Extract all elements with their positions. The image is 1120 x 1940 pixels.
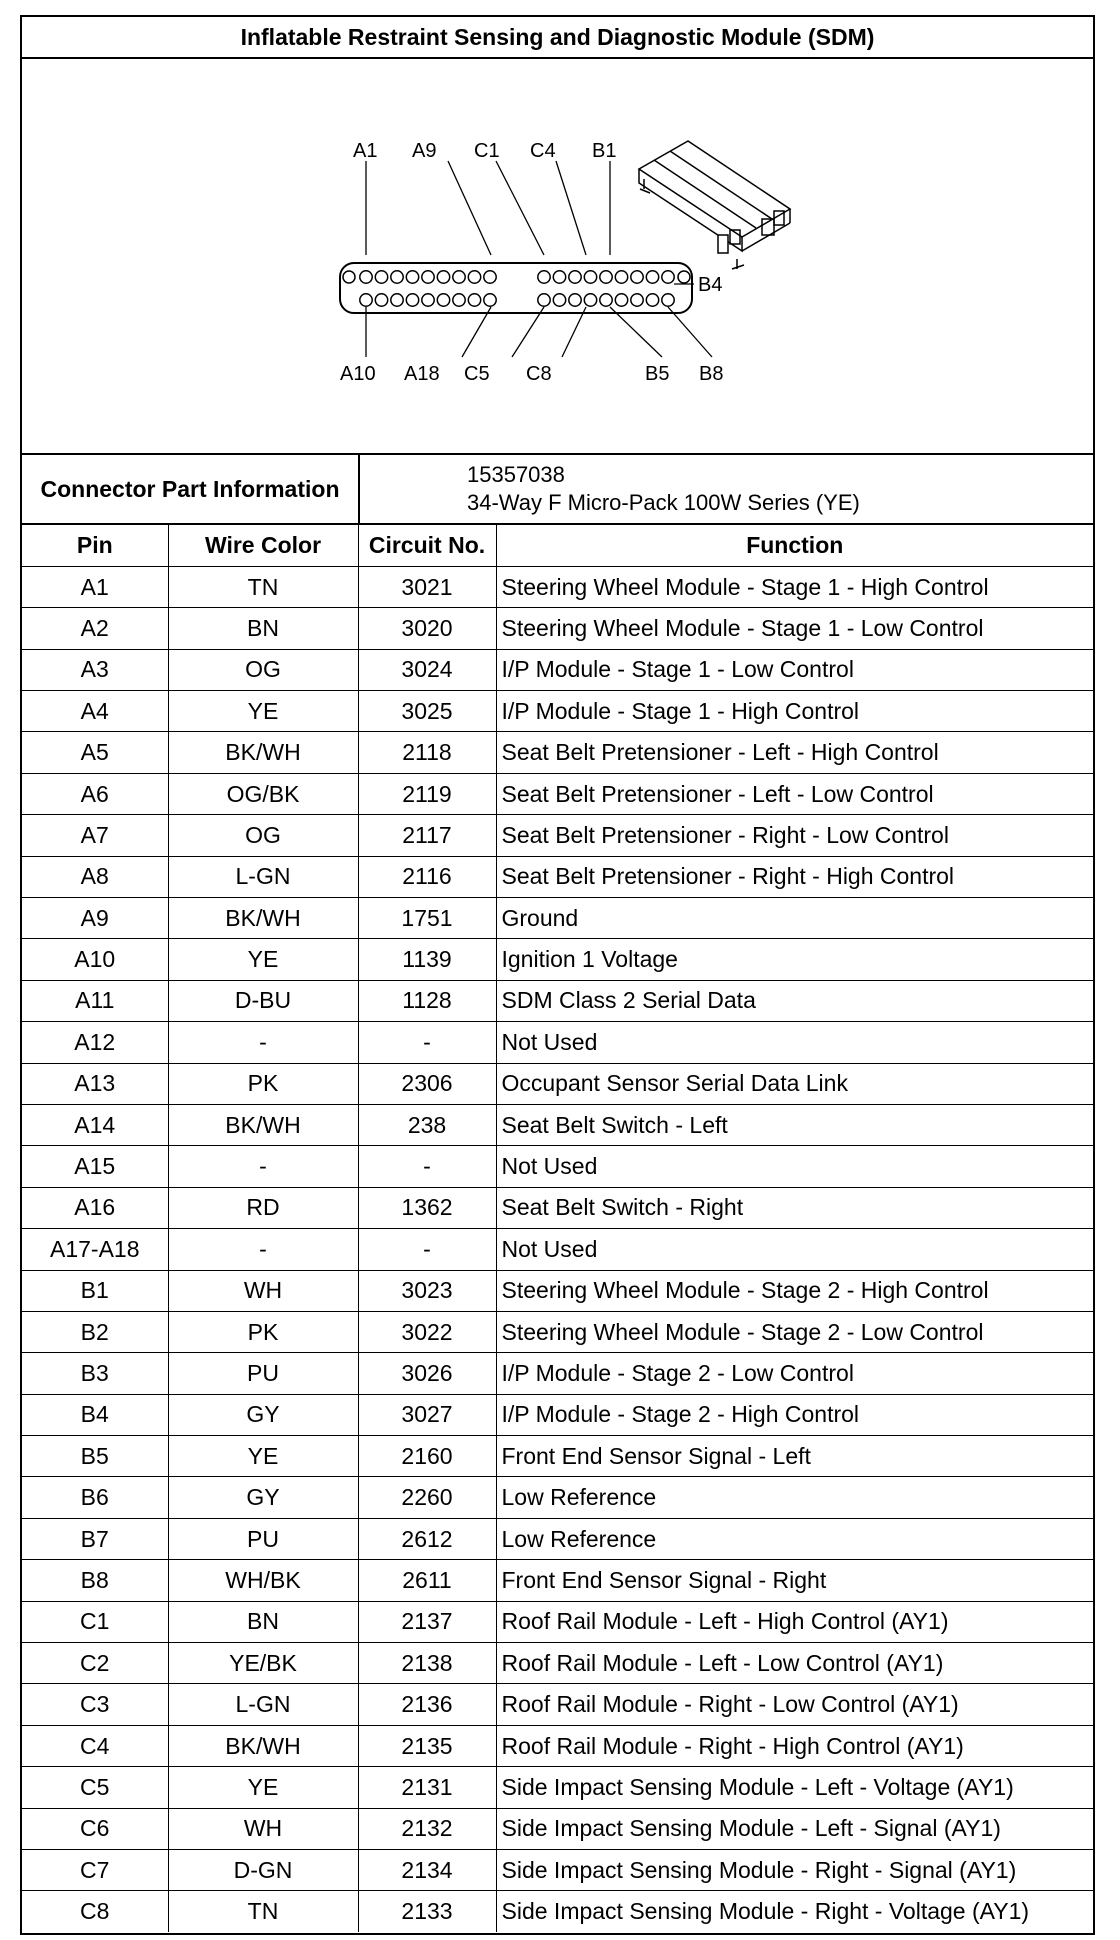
wire-color-cell: RD [168, 1187, 358, 1228]
pin-cell: A3 [22, 649, 168, 690]
wire-color-cell: - [168, 1146, 358, 1187]
pin-label: C1 [474, 140, 500, 162]
function-cell: Side Impact Sensing Module - Left - Signal (AY1) [496, 1808, 1093, 1849]
function-cell: Roof Rail Module - Left - Low Control (AY1) [496, 1643, 1093, 1684]
pin-cavity [484, 294, 496, 306]
function-cell: Occupant Sensor Serial Data Link [496, 1063, 1093, 1104]
table-row [22, 1643, 1093, 1684]
pin-cavity [569, 271, 581, 283]
pin-label: B4 [698, 274, 723, 296]
connector-part-label: Connector Part Information [22, 455, 360, 523]
pin-cavity [584, 271, 596, 283]
pin-cavity [360, 294, 372, 306]
pin-cell: C3 [22, 1684, 168, 1725]
function-cell: Seat Belt Pretensioner - Right - Low Control [496, 815, 1093, 856]
pin-cavity [538, 271, 550, 283]
function-cell: Seat Belt Pretensioner - Left - High Control [496, 732, 1093, 773]
pin-cavity [360, 271, 372, 283]
pin-cavity [646, 271, 658, 283]
pin-cell: C4 [22, 1725, 168, 1766]
circuit-cell: 2612 [358, 1518, 496, 1559]
pin-label: C8 [526, 363, 552, 385]
pin-cell: A10 [22, 939, 168, 980]
circuit-cell: 2117 [358, 815, 496, 856]
wire-color-cell: BK/WH [168, 898, 358, 939]
circuit-cell: 3022 [358, 1311, 496, 1352]
pinout-table [22, 525, 1093, 1932]
pin-cavity [631, 271, 643, 283]
table-row [22, 898, 1093, 939]
function-cell: Seat Belt Pretensioner - Right - High Control [496, 856, 1093, 897]
function-cell: Low Reference [496, 1518, 1093, 1559]
table-row [22, 732, 1093, 773]
function-cell: Low Reference [496, 1477, 1093, 1518]
wire-color-cell: TN [168, 1891, 358, 1932]
pin-cavity [406, 294, 418, 306]
function-cell: Side Impact Sensing Module - Right - Signal (AY1) [496, 1850, 1093, 1891]
circuit-cell: 2135 [358, 1725, 496, 1766]
circuit-cell: 2118 [358, 732, 496, 773]
wire-color-cell: L-GN [168, 1684, 358, 1725]
wire-color-cell: YE [168, 1436, 358, 1477]
table-row [22, 856, 1093, 897]
connector-face-drawing [22, 59, 1093, 453]
function-cell: Steering Wheel Module - Stage 2 - High Control [496, 1270, 1093, 1311]
circuit-cell: 1751 [358, 898, 496, 939]
pin-cavity [437, 271, 449, 283]
pin-label: B5 [645, 363, 670, 385]
function-cell: Seat Belt Switch - Left [496, 1104, 1093, 1145]
pin-cell: A4 [22, 691, 168, 732]
pin-cavity [422, 294, 434, 306]
pin-cell: A17-A18 [22, 1229, 168, 1270]
connector-part-info [360, 455, 1093, 523]
wire-color-cell: - [168, 1229, 358, 1270]
function-cell: Side Impact Sensing Module - Left - Voltage (AY1) [496, 1767, 1093, 1808]
table-row [22, 1187, 1093, 1228]
wire-color-cell: OG [168, 649, 358, 690]
table-row [22, 1353, 1093, 1394]
table-row [22, 1725, 1093, 1766]
circuit-cell: - [358, 1146, 496, 1187]
function-cell: Side Impact Sensing Module - Right - Voltage (AY1) [496, 1891, 1093, 1932]
circuit-cell: 2306 [358, 1063, 496, 1104]
function-cell: I/P Module - Stage 2 - High Control [496, 1394, 1093, 1435]
circuit-cell: 2119 [358, 773, 496, 814]
circuit-cell: 3021 [358, 566, 496, 607]
pin-cavity [615, 294, 627, 306]
circuit-cell: 3020 [358, 608, 496, 649]
wire-color-cell: PU [168, 1353, 358, 1394]
pin-cell: B3 [22, 1353, 168, 1394]
function-cell: SDM Class 2 Serial Data [496, 980, 1093, 1021]
wire-color-cell: L-GN [168, 856, 358, 897]
wire-color-cell: BK/WH [168, 1725, 358, 1766]
function-cell: Roof Rail Module - Right - High Control (AY1) [496, 1725, 1093, 1766]
table-row [22, 608, 1093, 649]
pin-cell: A2 [22, 608, 168, 649]
pin-label: A10 [340, 363, 376, 385]
wire-color-cell: YE/BK [168, 1643, 358, 1684]
wire-color-cell: GY [168, 1394, 358, 1435]
pin-cavity [391, 294, 403, 306]
table-row [22, 980, 1093, 1021]
pin-cavity [468, 271, 480, 283]
pin-cavity [662, 294, 674, 306]
pin-cavity [646, 294, 658, 306]
circuit-cell: 1139 [358, 939, 496, 980]
wire-color-cell: PK [168, 1311, 358, 1352]
table-row [22, 649, 1093, 690]
function-cell: I/P Module - Stage 2 - Low Control [496, 1353, 1093, 1394]
pin-cell: A7 [22, 815, 168, 856]
circuit-cell: 1128 [358, 980, 496, 1021]
pin-cell: A5 [22, 732, 168, 773]
pin-cell: C7 [22, 1850, 168, 1891]
pin-cavity [631, 294, 643, 306]
pin-cell: B7 [22, 1518, 168, 1559]
wire-color-cell: BN [168, 608, 358, 649]
wire-color-cell: YE [168, 691, 358, 732]
pin-cavity [391, 271, 403, 283]
circuit-cell: 2133 [358, 1891, 496, 1932]
connector-housing-illustration [639, 141, 790, 269]
pin-cell: A11 [22, 980, 168, 1021]
pin-cell: B4 [22, 1394, 168, 1435]
pin-cell: A8 [22, 856, 168, 897]
circuit-cell: 2131 [358, 1767, 496, 1808]
pin-cavity [600, 294, 612, 306]
connector-diagram [22, 59, 1093, 455]
pin-cell: C6 [22, 1808, 168, 1849]
pin-cavity [600, 271, 612, 283]
function-cell: Steering Wheel Module - Stage 2 - Low Control [496, 1311, 1093, 1352]
wire-color-cell: D-GN [168, 1850, 358, 1891]
wire-color-cell: PU [168, 1518, 358, 1559]
table-row [22, 1022, 1093, 1063]
pin-label: A18 [404, 363, 440, 385]
function-cell: Not Used [496, 1146, 1093, 1187]
pin-cavity [538, 294, 550, 306]
table-row [22, 1311, 1093, 1352]
function-cell: Roof Rail Module - Left - High Control (AY1) [496, 1601, 1093, 1642]
pinout-sheet [20, 15, 1095, 1935]
wire-color-cell: WH [168, 1808, 358, 1849]
part-number: 15357038 [467, 462, 565, 487]
pin-cell: B6 [22, 1477, 168, 1518]
column-header-wire-color: Wire Color [168, 525, 358, 566]
circuit-cell: - [358, 1229, 496, 1270]
circuit-cell: 2137 [358, 1601, 496, 1642]
circuit-cell: 2116 [358, 856, 496, 897]
pin-cell: A1 [22, 566, 168, 607]
pin-cavity [375, 294, 387, 306]
pin-cell: C5 [22, 1767, 168, 1808]
function-cell: I/P Module - Stage 1 - High Control [496, 691, 1093, 732]
pin-label: A1 [353, 140, 378, 162]
wire-color-cell: BK/WH [168, 1104, 358, 1145]
circuit-cell: 2260 [358, 1477, 496, 1518]
pin-cavity [453, 271, 465, 283]
circuit-cell: - [358, 1022, 496, 1063]
page-title: Inflatable Restraint Sensing and Diagnostic Module (SDM) [22, 17, 1093, 59]
pin-cell: A12 [22, 1022, 168, 1063]
wire-color-cell: BN [168, 1601, 358, 1642]
table-row [22, 773, 1093, 814]
table-row [22, 1850, 1093, 1891]
table-row [22, 1808, 1093, 1849]
function-cell: Ground [496, 898, 1093, 939]
circuit-cell: 2132 [358, 1808, 496, 1849]
table-row [22, 566, 1093, 607]
function-cell: Steering Wheel Module - Stage 1 - High Control [496, 566, 1093, 607]
table-row [22, 1891, 1093, 1932]
pin-cell: A13 [22, 1063, 168, 1104]
connector-part-row [22, 455, 1093, 525]
table-row [22, 1560, 1093, 1601]
pin-cell: A16 [22, 1187, 168, 1228]
table-row [22, 1229, 1093, 1270]
pin-cavity [437, 294, 449, 306]
wire-color-cell: OG [168, 815, 358, 856]
table-row [22, 1146, 1093, 1187]
wire-color-cell: OG/BK [168, 773, 358, 814]
circuit-cell: 3027 [358, 1394, 496, 1435]
pin-cell: B2 [22, 1311, 168, 1352]
table-row [22, 1270, 1093, 1311]
wire-color-cell: YE [168, 939, 358, 980]
function-cell: Ignition 1 Voltage [496, 939, 1093, 980]
pin-cell: B5 [22, 1436, 168, 1477]
table-row [22, 815, 1093, 856]
wire-color-cell: WH/BK [168, 1560, 358, 1601]
circuit-cell: 2611 [358, 1560, 496, 1601]
pin-label: C4 [530, 140, 556, 162]
circuit-cell: 3023 [358, 1270, 496, 1311]
pin-cell: A9 [22, 898, 168, 939]
table-row [22, 1394, 1093, 1435]
table-row [22, 1767, 1093, 1808]
function-cell: Front End Sensor Signal - Right [496, 1560, 1093, 1601]
pin-cell: C1 [22, 1601, 168, 1642]
pin-cavity [662, 271, 674, 283]
pin-cavity [406, 271, 418, 283]
circuit-cell: 3026 [358, 1353, 496, 1394]
circuit-cell: 2138 [358, 1643, 496, 1684]
pin-cell: A6 [22, 773, 168, 814]
pin-cavity [553, 294, 565, 306]
table-row [22, 1104, 1093, 1145]
function-cell: Front End Sensor Signal - Left [496, 1436, 1093, 1477]
wire-color-cell: BK/WH [168, 732, 358, 773]
circuit-cell: 2160 [358, 1436, 496, 1477]
function-cell: Not Used [496, 1022, 1093, 1063]
circuit-cell: 3024 [358, 649, 496, 690]
table-row [22, 939, 1093, 980]
pin-cavity [468, 294, 480, 306]
pin-label: B8 [699, 363, 724, 385]
pin-cavities [360, 271, 674, 306]
table-row [22, 1684, 1093, 1725]
circuit-cell: 2136 [358, 1684, 496, 1725]
table-row [22, 691, 1093, 732]
column-header-function: Function [496, 525, 1093, 566]
pin-cavity [422, 271, 434, 283]
pin-label: C5 [464, 363, 490, 385]
wire-color-cell: WH [168, 1270, 358, 1311]
pin-cavity [584, 294, 596, 306]
pin-cell: A14 [22, 1104, 168, 1145]
pin-cavity [453, 294, 465, 306]
pin-cell: A15 [22, 1146, 168, 1187]
pin-cell: B8 [22, 1560, 168, 1601]
column-header-pin: Pin [22, 525, 168, 566]
table-row [22, 1477, 1093, 1518]
wire-color-cell: GY [168, 1477, 358, 1518]
circuit-cell: 238 [358, 1104, 496, 1145]
pin-cavity [569, 294, 581, 306]
function-cell: Not Used [496, 1229, 1093, 1270]
function-cell: Seat Belt Pretensioner - Left - Low Control [496, 773, 1093, 814]
function-cell: I/P Module - Stage 1 - Low Control [496, 649, 1093, 690]
pin-label: B1 [592, 140, 617, 162]
part-description: 34-Way F Micro-Pack 100W Series (YE) [467, 490, 860, 515]
column-header-circuit: Circuit No. [358, 525, 496, 566]
pin-cell: B1 [22, 1270, 168, 1311]
pin-cell: C2 [22, 1643, 168, 1684]
function-cell: Steering Wheel Module - Stage 1 - Low Control [496, 608, 1093, 649]
wire-color-cell: - [168, 1022, 358, 1063]
key-marker [343, 271, 355, 283]
table-row [22, 1436, 1093, 1477]
leader-lines [366, 161, 712, 357]
pin-cavity [375, 271, 387, 283]
wire-color-cell: YE [168, 1767, 358, 1808]
wire-color-cell: PK [168, 1063, 358, 1104]
function-cell: Seat Belt Switch - Right [496, 1187, 1093, 1228]
wire-color-cell: D-BU [168, 980, 358, 1021]
pin-cavity [615, 271, 627, 283]
pin-label: A9 [412, 140, 437, 162]
circuit-cell: 3025 [358, 691, 496, 732]
table-header-row [22, 525, 1093, 566]
table-row [22, 1518, 1093, 1559]
pin-cell: C8 [22, 1891, 168, 1932]
function-cell: Roof Rail Module - Right - Low Control (AY1) [496, 1684, 1093, 1725]
pin-cavity [553, 271, 565, 283]
key-marker [678, 271, 690, 283]
circuit-cell: 1362 [358, 1187, 496, 1228]
pin-cavity [484, 271, 496, 283]
table-row [22, 1063, 1093, 1104]
table-row [22, 1601, 1093, 1642]
circuit-cell: 2134 [358, 1850, 496, 1891]
wire-color-cell: TN [168, 566, 358, 607]
